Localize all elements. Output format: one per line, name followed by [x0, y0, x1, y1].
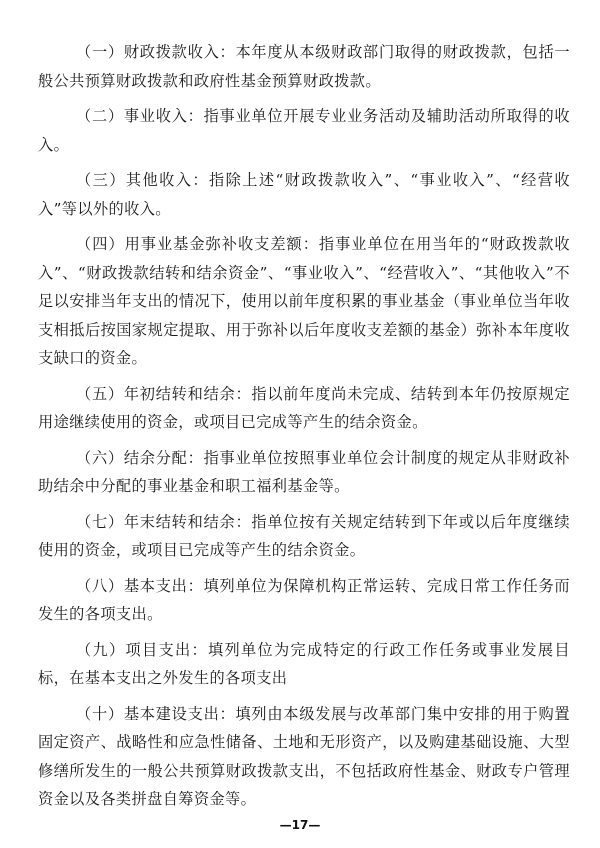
paragraph-surplus-distribution: （六）结余分配：指事业单位按照事业单位会计制度的规定从非财政补助结余中分配的事业基金和职工福利基金等。	[38, 448, 570, 495]
paragraph-capital-construction-expenditure: （十）基本建设支出：填列由本级发展与改革部门集中安排的用于购置固定资产、战略性和应急性储备、土地和无形资产，以及购建基础设施、大型修缮所发生的一般公共预算财政拨款支出，不包括政府性基金、财政专户管理资金以及各类拼盘自筹资金等。	[38, 704, 570, 808]
paragraph-revenue-fiscal-appropriation: （一）财政拨款收入：本年度从本级财政部门取得的财政拨款，包括一般公共预算财政拨款和政府性基金预算财政拨款。	[38, 43, 570, 90]
paragraph-basic-expenditure: （八）基本支出：填列单位为保障机构正常运转、完成日常工作任务而发生的各项支出。	[38, 576, 570, 623]
paragraph-other-revenue: （三）其他收入：指除上述“财政拨款收入”、“事业收入”、“经营收入”等以外的收入。	[38, 171, 570, 218]
paragraph-business-fund-offset: （四）用事业基金弥补收支差额：指事业单位在用当年的“财政拨款收入”、“财政拨款结转和结余资金”、“事业收入”、“经营收入”、“其他收入”不足以安排当年支出的情况下，使用以前年度积累的事业基金（事业单位当年收支相抵后按国家规定提取、用于弥补以后年度收支差额的基金）弥补本年度收支缺口的资金。	[38, 235, 570, 367]
paragraph-business-revenue: （二）事业收入：指事业单位开展专业业务活动及辅助活动所取得的收入。	[38, 107, 570, 154]
paragraph-project-expenditure: （九）项目支出：填列单位为完成特定的行政工作任务或事业发展目标，在基本支出之外发生的各项支出	[38, 640, 570, 687]
paragraph-opening-carryover: （五）年初结转和结余：指以前年度尚未完成、结转到本年仍按原规定用途继续使用的资金，或项目已完成等产生的结余资金。	[38, 384, 570, 431]
document-body	[38, 38, 570, 821]
paragraph-closing-carryover: （七）年末结转和结余：指单位按有关规定结转到下年或以后年度继续使用的资金，或项目已完成等产生的结余资金。	[38, 512, 570, 559]
page-number: —17—	[279, 818, 321, 832]
